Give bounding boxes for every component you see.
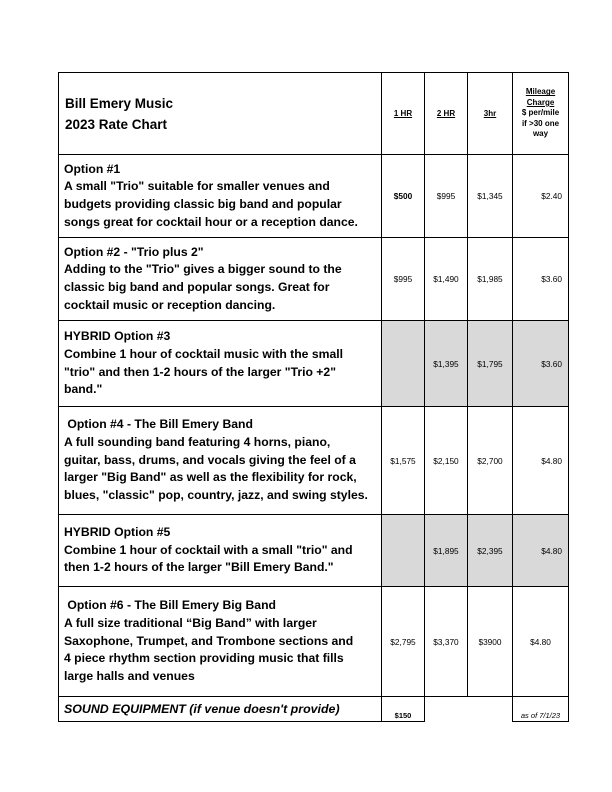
header-row	[59, 73, 569, 155]
col-header-2hr: 2 HR	[425, 73, 468, 155]
rate-chart-table	[58, 72, 569, 722]
as-of-date: as of 7/1/23	[513, 697, 569, 722]
option-title: Option #4 - The Bill Emery Band	[64, 417, 253, 432]
table-row-hybrid3	[59, 321, 569, 407]
price-1hr: $2,795	[382, 587, 425, 697]
table-row-hybrid5	[59, 515, 569, 587]
option-title: HYBRID Option #5	[64, 524, 171, 539]
price-3hr: $1,345	[468, 155, 513, 238]
option-title: Option #2 - "Trio plus 2"	[64, 244, 204, 259]
mileage-header-line2: Charge	[526, 97, 555, 107]
price-3hr: $3900	[468, 587, 513, 697]
price-1hr: $995	[382, 238, 425, 321]
price-1hr: $1,575	[382, 407, 425, 515]
mileage-rate: $4.80	[513, 515, 569, 587]
mileage-header-line3: $ per/mile	[521, 108, 560, 118]
option-desc-line: "trio" and then 1-2 hours of the larger "Trio +2"	[64, 364, 336, 379]
price-1hr-empty	[382, 515, 425, 587]
col-header-3hr: 3hr	[468, 73, 513, 155]
price-2hr: $2,150	[425, 407, 468, 515]
option-desc-line: Combine 1 hour of cocktail music with the small	[64, 346, 344, 361]
mileage-rate: $3.60	[513, 238, 569, 321]
option-desc-line: classic big band and popular songs. Great for	[64, 280, 330, 294]
option-description	[59, 238, 382, 321]
price-3hr: $1,795	[468, 321, 513, 407]
option-desc-line: budgets providing classic big band and popular	[64, 197, 342, 211]
option-desc-line: large halls and venues	[64, 669, 195, 684]
option-desc-line: larger "Big Band" as well as the flexibility for rock,	[64, 470, 357, 485]
table-row-option4	[59, 407, 569, 515]
rate-chart-sheet	[58, 72, 569, 722]
option-title: HYBRID Option #3	[64, 329, 171, 344]
table-row-option1	[59, 155, 569, 238]
price-1hr: $500	[382, 155, 425, 238]
price-2hr: $1,490	[425, 238, 468, 321]
chart-title-line2: 2023 Rate Chart	[65, 116, 168, 132]
option-title: Option #6 - The Bill Emery Big Band	[64, 598, 276, 613]
option-desc-line: Saxophone, Trumpet, and Trombone sections and	[64, 633, 354, 648]
option-desc-line: A full size traditional “Big Band” with larger	[64, 615, 317, 630]
price-3hr: $2,700	[468, 407, 513, 515]
price-1hr-empty	[382, 321, 425, 407]
mileage-rate: $4.80	[513, 587, 569, 697]
price-3hr: $1,985	[468, 238, 513, 321]
empty-cell	[468, 697, 513, 722]
option-desc-line: cocktail music or reception dancing.	[64, 297, 276, 312]
price-3hr: $2,395	[468, 515, 513, 587]
col-header-1hr: 1 HR	[382, 73, 425, 155]
option-title: Option #1	[64, 161, 121, 176]
option-desc-line: Adding to the "Trio" gives a bigger sound to the	[64, 262, 342, 277]
mileage-rate: $4.80	[513, 407, 569, 515]
option-desc-line: songs great for cocktail hour or a reception dance.	[64, 214, 358, 229]
chart-title-cell	[59, 73, 382, 155]
mileage-header-line4: if >30 one	[521, 118, 560, 128]
option-desc-line: then 1-2 hours of the larger "Bill Emery Band."	[64, 560, 334, 575]
mileage-header-line5: way	[532, 129, 549, 139]
mileage-rate: $2.40	[513, 155, 569, 238]
sound-equipment-price: $150	[382, 697, 425, 722]
option-desc-line: 4 piece rhythm section providing music that fills	[64, 651, 344, 666]
mileage-rate: $3.60	[513, 321, 569, 407]
option-description	[59, 407, 382, 515]
price-2hr: $3,370	[425, 587, 468, 697]
sound-equipment-row	[59, 697, 569, 722]
mileage-header-line1: Mileage	[525, 87, 556, 97]
price-2hr: $1,895	[425, 515, 468, 587]
col-header-mileage	[513, 73, 569, 155]
option-desc-line: guitar, bass, drums, and vocals giving the feel of a	[64, 452, 356, 467]
option-desc-line: A small "Trio" suitable for smaller venues and	[64, 179, 330, 194]
option-desc-line: band."	[64, 382, 103, 397]
option-description	[59, 515, 382, 587]
option-desc-line: Combine 1 hour of cocktail with a small "trio" and	[64, 542, 353, 557]
price-2hr: $1,395	[425, 321, 468, 407]
option-desc-line: A full sounding band featuring 4 horns, piano,	[64, 434, 331, 449]
option-description	[59, 155, 382, 238]
option-desc-line: blues, "classic" pop, country, jazz, and swing styles.	[64, 488, 368, 503]
option-description	[59, 587, 382, 697]
empty-cell	[425, 697, 468, 722]
option-description	[59, 321, 382, 407]
table-row-option2	[59, 238, 569, 321]
table-row-option6	[59, 587, 569, 697]
sound-equipment-label: SOUND EQUIPMENT (if venue doesn't provide)	[59, 697, 382, 722]
chart-title-line1: Bill Emery Music	[65, 95, 174, 111]
price-2hr: $995	[425, 155, 468, 238]
